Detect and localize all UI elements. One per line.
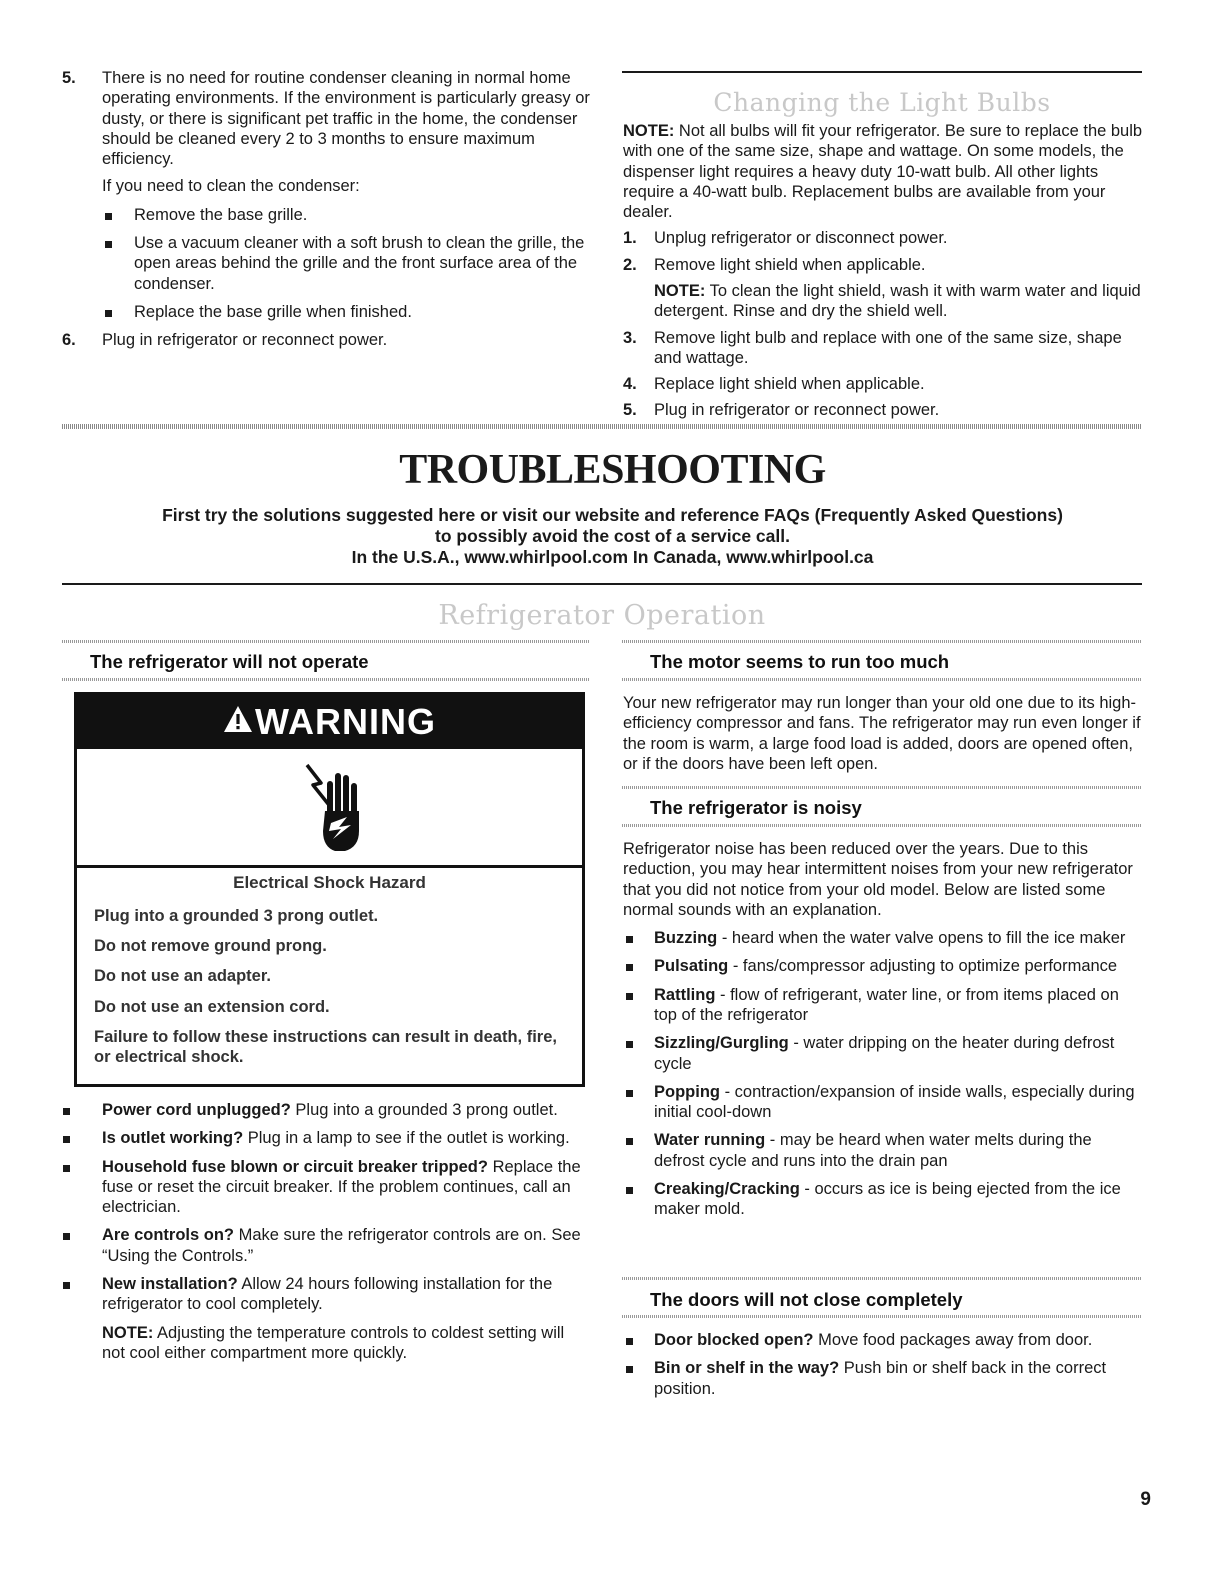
bullet-item: Replace the base grille when finished. bbox=[102, 302, 590, 322]
step-number: 5. bbox=[62, 69, 76, 87]
hatched-divider bbox=[62, 640, 590, 643]
step-number: 6. bbox=[62, 331, 76, 350]
step-item: 3. Remove light bulb and replace with one of the same size, shape and wattage. bbox=[623, 328, 1122, 367]
page-title: TROUBLESHOOTING bbox=[399, 447, 826, 493]
step-item: 4. Replace light shield when applicable. bbox=[623, 375, 925, 394]
subsection-heading: The motor seems to run too much bbox=[650, 651, 950, 672]
list-item: Is outlet working? Plug in a lamp to see if the outlet is working. bbox=[60, 1128, 590, 1148]
warning-box bbox=[74, 692, 585, 1087]
noise-section bbox=[623, 839, 1141, 1220]
warning-text: Electrical Shock Hazard Plug into a grounded 3 prong outlet. Do not remove ground prong. Do not use an adapter. Do not use an extension cord. Failure to follow these instructions can result in death, fire, or electrical shock. bbox=[94, 873, 565, 1078]
list-item: New installation? Allow 24 hours following installation for the refrigerator to cool completely. bbox=[60, 1274, 590, 1315]
subsection-heading: The refrigerator will not operate bbox=[90, 651, 369, 672]
list-item: Pulsating - fans/compressor adjusting to optimize performance bbox=[623, 956, 1141, 976]
list-item: Rattling - flow of refrigerant, water line, or from items placed on top of the refrigerator bbox=[623, 985, 1141, 1026]
step-subtext: If you need to clean the condenser: bbox=[102, 177, 360, 196]
hatched-divider bbox=[622, 640, 1142, 643]
list-item: Popping - contraction/expansion of inside walls, especially during initial cool-down bbox=[623, 1082, 1141, 1123]
list-item: Water running - may be heard when water melts during the defrost cycle and runs into the drain pan bbox=[623, 1130, 1141, 1171]
light-bulbs-section bbox=[623, 121, 1143, 421]
hatched-divider bbox=[622, 1277, 1142, 1280]
note-label: NOTE: bbox=[623, 122, 675, 140]
bullet-item: Use a vacuum cleaner with a soft brush to clean the grille, the open areas behind the grille and the front surface area of the condenser. bbox=[102, 233, 590, 294]
hatched-divider bbox=[622, 824, 1142, 827]
warning-label: WARNING bbox=[255, 701, 436, 742]
body-paragraph: Your new refrigerator may run longer than your old one due to its high-efficiency compressor and fans. The refrigerator may run even longer if the room is warm, a large food load is added, doors are opened often, or if the doors have been left open. bbox=[623, 694, 1141, 773]
intro-text: First try the solutions suggested here or visit our website and reference FAQs (Frequently Asked Questions) to possibly avoid the cost of a service call. In the U.S.A., www.whirlpool.com In Canada, www.whirlpool.ca bbox=[162, 505, 1063, 567]
list-item: Buzzing - heard when the water valve opens to fill the ice maker bbox=[623, 928, 1141, 948]
hatched-divider bbox=[622, 678, 1142, 681]
not-operate-checklist bbox=[60, 1100, 590, 1363]
note-paragraph: NOTE: Not all bulbs will fit your refrigerator. Be sure to replace the bulb with one of the same size, shape and wattage. On some models, the dispenser light requires a heavy duty 10-watt bulb. All other lights require a 40-watt bulb. Replacement bulbs are available from your dealer. bbox=[623, 122, 1143, 222]
step-item: 5. Plug in refrigerator or reconnect power. bbox=[623, 401, 940, 420]
list-item: Are controls on? Make sure the refrigerator controls are on. See “Using the Controls.” bbox=[60, 1225, 590, 1266]
hatched-divider bbox=[622, 1315, 1142, 1318]
body-paragraph: Refrigerator noise has been reduced over the years. Due to this reduction, you may hear intermittent noises from your new refrigerator that you did not notice from your old model. Below are listed some normal sounds with an explanation. bbox=[623, 840, 1133, 919]
step-text: There is no need for routine condenser cleaning in normal home operating environments. If the environment is particularly greasy or dusty, or there is significant pet traffic in the home, the condenser should be cleaned every 2 to 3 months to ensure maximum efficiency. bbox=[102, 69, 590, 169]
bullet-item: Remove the base grille. bbox=[102, 205, 590, 225]
list-item: Bin or shelf in the way? Push bin or shelf back in the correct position. bbox=[623, 1358, 1141, 1399]
step-text: Plug in refrigerator or reconnect power. bbox=[102, 331, 388, 350]
warning-triangle-icon bbox=[223, 694, 253, 748]
hatched-divider bbox=[62, 678, 590, 681]
section-title: Changing the Light Bulbs bbox=[713, 88, 1051, 117]
list-item: Sizzling/Gurgling - water dripping on the heater during defrost cycle bbox=[623, 1033, 1141, 1074]
list-item: Household fuse blown or circuit breaker tripped? Replace the fuse or reset the circuit breaker. If the problem continues, call an electrician. bbox=[60, 1157, 590, 1218]
note-paragraph: NOTE: Adjusting the temperature controls to coldest setting will not cool either compartment more quickly. bbox=[102, 1323, 565, 1362]
section-rule bbox=[62, 583, 1142, 585]
hatched-divider bbox=[622, 786, 1142, 789]
list-item: Creaking/Cracking - occurs as ice is being ejected from the ice maker mold. bbox=[623, 1179, 1141, 1220]
electric-shock-hand-icon bbox=[301, 761, 369, 860]
section-rule bbox=[622, 71, 1142, 73]
hatched-divider bbox=[62, 424, 1142, 429]
list-item: Power cord unplugged? Plug into a grounded 3 prong outlet. bbox=[60, 1100, 590, 1120]
page-number: 9 bbox=[1140, 1489, 1151, 1510]
doors-checklist bbox=[623, 1330, 1141, 1399]
warning-banner bbox=[77, 695, 582, 749]
hazard-title: Electrical Shock Hazard bbox=[233, 873, 426, 892]
step-item: 2. Remove light shield when applicable. NOTE: To clean the light shield, wash it with warm water and liquid detergent. Rinse and dry the shield well. bbox=[623, 255, 1143, 322]
list-item: Door blocked open? Move food packages away from door. bbox=[623, 1330, 1141, 1350]
section-title: Refrigerator Operation bbox=[438, 600, 766, 631]
warning-divider bbox=[77, 865, 582, 868]
list-item bbox=[62, 68, 590, 322]
condenser-cleaning-section bbox=[62, 68, 590, 350]
step-note: NOTE: To clean the light shield, wash it with warm water and liquid detergent. Rinse and dry the shield well. bbox=[654, 281, 1141, 321]
list-item bbox=[62, 330, 590, 350]
subsection-heading: The refrigerator is noisy bbox=[650, 797, 862, 818]
subsection-heading: The doors will not close completely bbox=[650, 1289, 963, 1310]
step-item: 1. Unplug refrigerator or disconnect power. bbox=[623, 229, 948, 248]
